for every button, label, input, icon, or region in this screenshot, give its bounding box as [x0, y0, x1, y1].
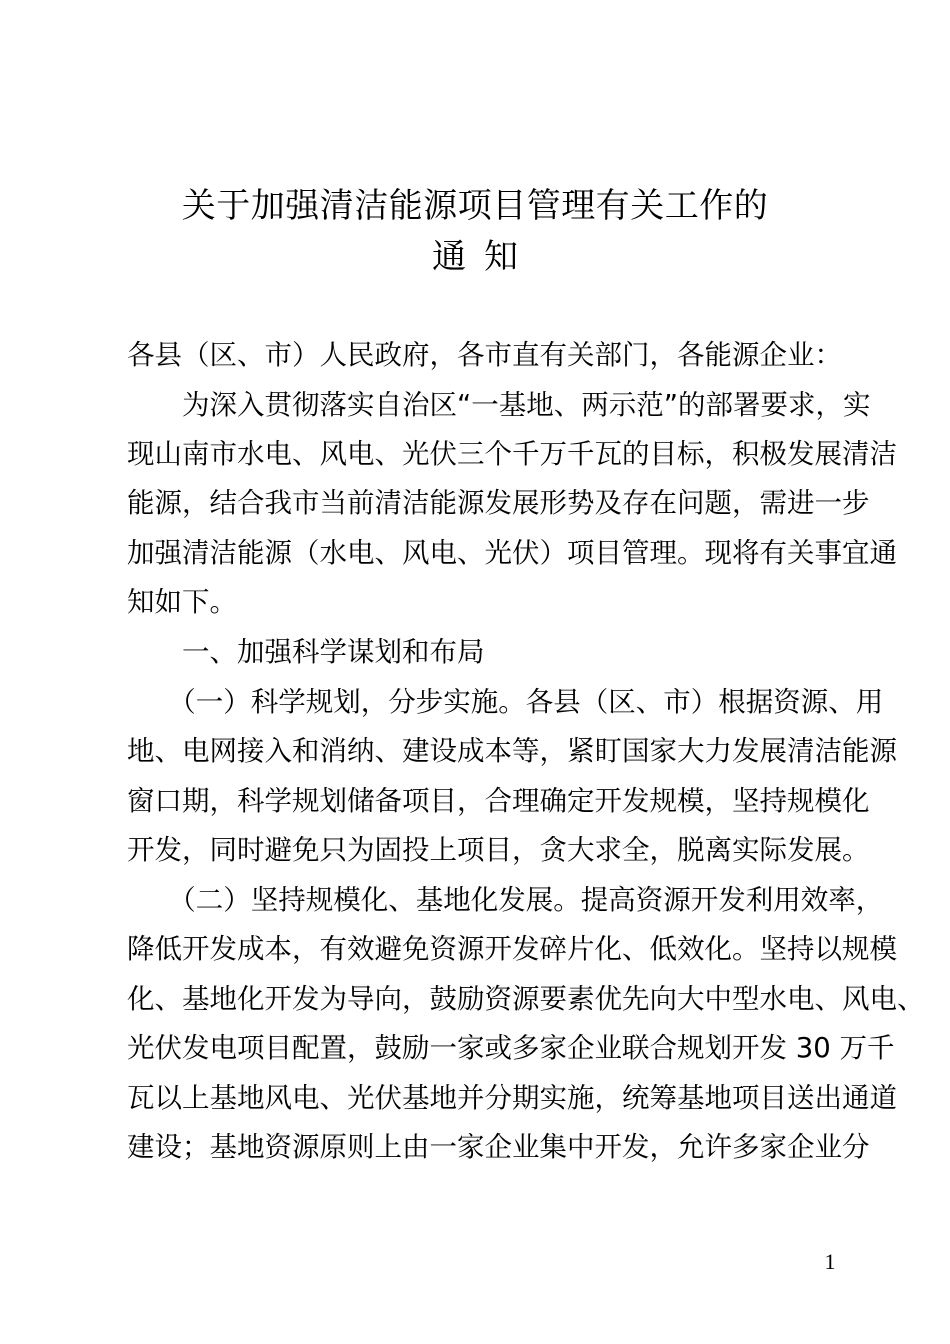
page-number: 1: [824, 1249, 836, 1274]
body-line: 加强清洁能源（水电、风电、光伏）项目管理。现将有关事宜通: [127, 537, 897, 569]
body-line: 瓦以上基地风电、光伏基地并分期实施，统筹基地项目送出通道: [127, 1082, 897, 1114]
body-line: 能源，结合我市当前清洁能源发展形势及存在问题，需进一步: [127, 487, 870, 519]
body-line: 降低开发成本，有效避免资源开发碎片化、低效化。坚持以规模: [127, 933, 897, 965]
body-line: 开发，同时避免只为固投上项目，贪大求全，脱离实际发展。: [127, 834, 870, 866]
body-line: 各县（区、市）人民政府，各市直有关部门，各能源企业：: [127, 339, 842, 371]
body-line: 建设；基地资源原则上由一家企业集中开发，允许多家企业分: [127, 1131, 870, 1163]
body-line: 知如下。: [127, 586, 237, 618]
body-line: 化、基地化开发为导向，鼓励资源要素优先向大中型水电、风电、: [127, 983, 925, 1015]
body-line: 地、电网接入和消纳、建设成本等，紧盯国家大力发展清洁能源: [127, 735, 897, 767]
section-heading: 一、加强科学谋划和布局: [127, 636, 485, 668]
body-line: 为深入贯彻落实自治区“一基地、两示范”的部署要求，实: [127, 389, 871, 421]
body-line: 光伏发电项目配置，鼓励一家或多家企业联合规划开发 30 万千: [127, 1032, 895, 1064]
body-line: 现山南市水电、风电、光伏三个千万千瓦的目标，积极发展清洁: [127, 438, 897, 470]
body-line: （一）科学规划，分步实施。各县（区、市）根据资源、用: [127, 686, 884, 718]
document-title-line-2: 通知: [432, 237, 536, 277]
body-line: 窗口期，科学规划储备项目，合理确定开发规模，坚持规模化: [127, 785, 870, 817]
document-title-line-1: 关于加强清洁能源项目管理有关工作的: [181, 186, 769, 226]
body-line: （二）坚持规模化、基地化发展。提高资源开发利用效率，: [127, 884, 884, 916]
